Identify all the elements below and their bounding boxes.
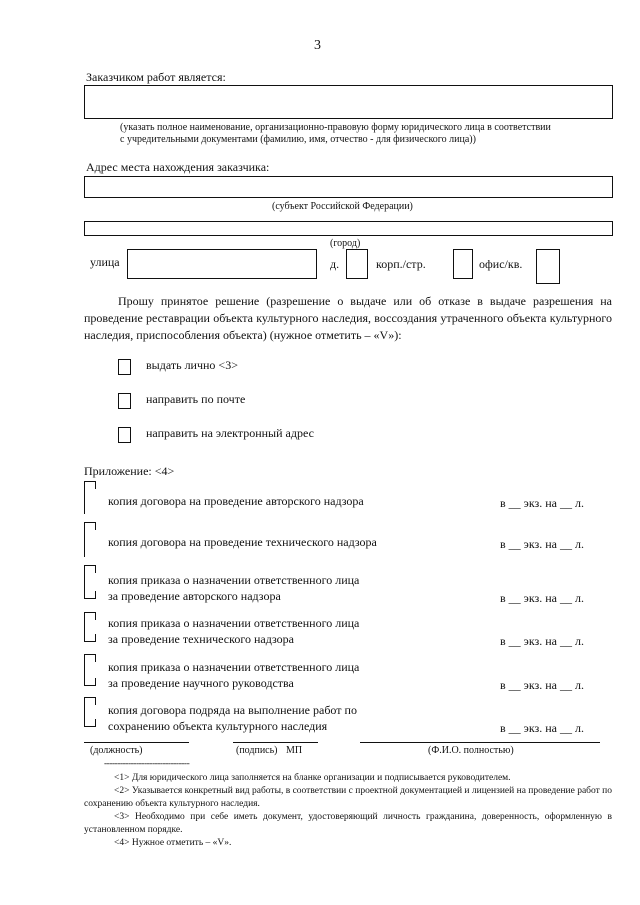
- attachment-checkbox-4[interactable]: [84, 612, 98, 642]
- customer-label: Заказчиком работ является:: [86, 70, 226, 84]
- attachment-label-1: копия договора на проведение авторского надзора: [108, 494, 364, 508]
- office-field[interactable]: [536, 249, 560, 284]
- city-hint: (город): [330, 238, 361, 249]
- option-checkbox-mail[interactable]: [118, 393, 131, 409]
- customer-hint-line1: (указать полное наименование, организационно-правовую форму юридического лица в соответствии: [120, 122, 551, 133]
- attachment-label-6b: сохранению объекта культурного наследия: [108, 719, 328, 733]
- subject-field[interactable]: [84, 176, 613, 198]
- attachment-label-5b: за проведение научного руководства: [108, 676, 294, 690]
- footnote-1: <1> Для юридического лица заполняется на бланке организации и подписывается руководителем.: [114, 773, 511, 783]
- house-field[interactable]: [346, 249, 368, 279]
- name-label: (Ф.И.О. полностью): [428, 745, 514, 756]
- attachment-label-5a: копия приказа о назначении ответственного лица: [108, 660, 360, 674]
- signature-line[interactable]: [233, 742, 318, 743]
- option-checkbox-email[interactable]: [118, 427, 131, 443]
- footnote-2: <2> Указывается конкретный вид работы, в соответствии с проектной документацией и лицензией на проведение работ по сохранению объекта культурного наследия.: [84, 786, 612, 809]
- footnote-3: <3> Необходимо при себе иметь документ, удостоверяющий личность гражданина, доверенность, оформленную в установленном порядке.: [84, 812, 612, 835]
- attachment-checkbox-1[interactable]: [84, 481, 98, 516]
- attachment-count-1: в __ экз. на __ л.: [500, 496, 584, 510]
- address-label: Адрес места нахождения заказчика:: [86, 160, 270, 174]
- attachment-count-4: в __ экз. на __ л.: [500, 634, 584, 648]
- position-line[interactable]: [84, 742, 189, 743]
- option-label-personal: выдать лично <3>: [146, 358, 238, 372]
- page-number: 3: [314, 38, 321, 53]
- attachment-count-3: в __ экз. на __ л.: [500, 591, 584, 605]
- footnote-separator: --------------------------------: [104, 759, 190, 769]
- stamp-label: МП: [286, 745, 303, 756]
- footnote-4: <4> Нужное отметить – «V».: [114, 838, 232, 848]
- building-label: корп./стр.: [376, 257, 426, 271]
- name-line[interactable]: [360, 742, 600, 743]
- position-label: (должность): [90, 745, 143, 756]
- street-label: улица: [90, 255, 120, 269]
- attachment-label-3b: за проведение авторского надзора: [108, 589, 281, 603]
- attachment-label-6a: копия договора подряда на выполнение работ по: [108, 703, 357, 717]
- attachments-label: Приложение: <4>: [84, 464, 175, 478]
- attachment-label-2: копия договора на проведение технического надзора: [108, 535, 377, 549]
- attachment-count-6: в __ экз. на __ л.: [500, 721, 584, 735]
- request-text: Прошу принятое решение (разрешение о выдаче или об отказе в выдаче разрешения на проведение реставрации объекта культурного наследия, воссоздания утраченного объекта культурного наследия, приспособления объекта) (нужное отметить – «V»):: [84, 294, 612, 342]
- attachment-label-4b: за проведение технического надзора: [108, 632, 294, 646]
- office-label: офис/кв.: [479, 257, 523, 271]
- subject-hint: (субъект Российской Федерации): [272, 201, 413, 212]
- customer-hint-line2: с учредительными документами (фамилию, имя, отчество - для физического лица)): [120, 134, 476, 145]
- customer-field[interactable]: [84, 85, 613, 119]
- attachment-checkbox-5[interactable]: [84, 654, 98, 686]
- option-checkbox-personal[interactable]: [118, 359, 131, 375]
- attachment-checkbox-6[interactable]: [84, 697, 98, 727]
- attachment-label-3a: копия приказа о назначении ответственного лица: [108, 573, 360, 587]
- signature-label: (подпись): [236, 745, 278, 756]
- building-field[interactable]: [453, 249, 473, 279]
- city-field[interactable]: [84, 221, 613, 236]
- attachment-checkbox-2[interactable]: [84, 522, 98, 557]
- house-label: д.: [330, 257, 340, 271]
- street-field[interactable]: [127, 249, 317, 279]
- attachment-count-5: в __ экз. на __ л.: [500, 678, 584, 692]
- attachment-label-4a: копия приказа о назначении ответственного лица: [108, 616, 360, 630]
- option-label-email: направить на электронный адрес: [146, 426, 314, 440]
- option-label-mail: направить по почте: [146, 392, 246, 406]
- attachment-checkbox-3[interactable]: [84, 565, 98, 599]
- attachment-count-2: в __ экз. на __ л.: [500, 537, 584, 551]
